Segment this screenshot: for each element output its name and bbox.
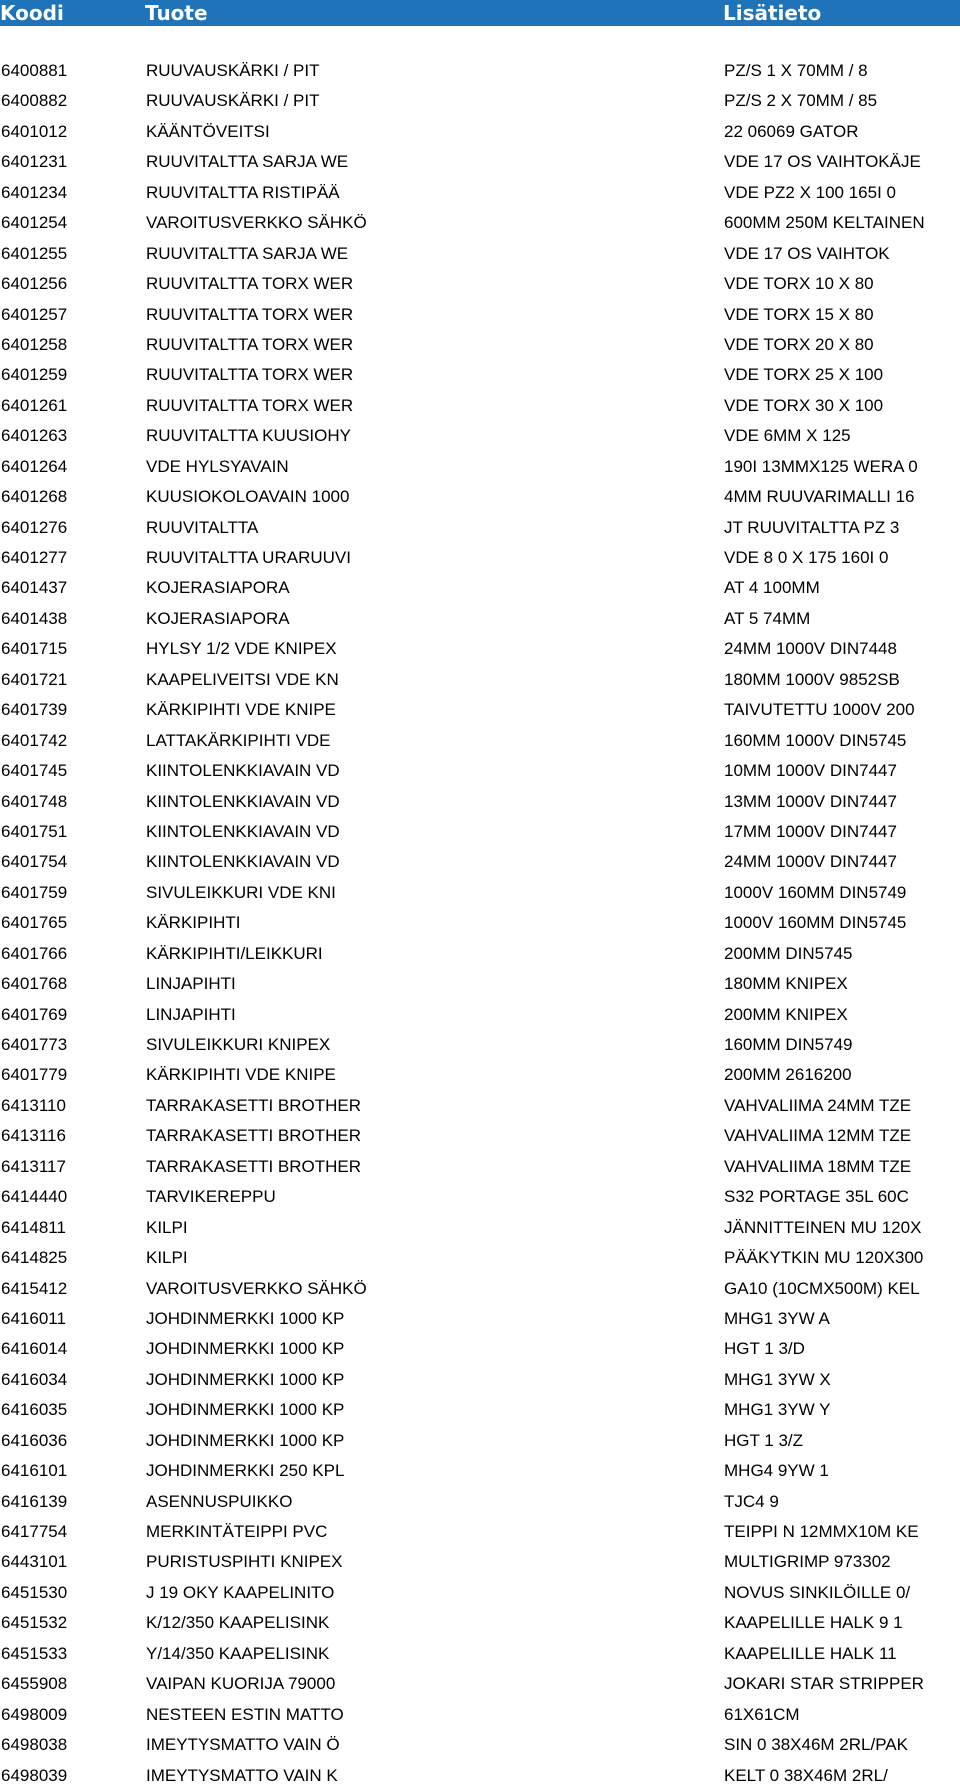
row-code: 6401254: [1, 213, 68, 233]
row-code: 6401769: [1, 1004, 68, 1024]
table-row: [0, 573, 960, 603]
row-info: VDE TORX 15 X 80: [724, 304, 874, 324]
row-code: 6416034: [1, 1369, 68, 1389]
row-code: 6443101: [1, 1552, 68, 1572]
row-info: PÄÄKYTKIN MU 120X300: [724, 1248, 924, 1268]
row-product: IMEYTYSMATTO VAIN K: [146, 1765, 338, 1785]
row-code: 6400882: [1, 91, 68, 111]
row-code: 6401263: [1, 426, 68, 446]
table-row: [0, 391, 960, 421]
row-product: TARRAKASETTI BROTHER: [146, 1156, 362, 1176]
row-code: 6416036: [1, 1430, 68, 1450]
row-code: 6451533: [1, 1643, 68, 1663]
table-row: [0, 56, 960, 86]
row-info: HGT 1 3/Z: [724, 1430, 804, 1450]
row-code: 6401256: [1, 274, 68, 294]
table-row: [0, 1213, 960, 1243]
row-info: HGT 1 3/D: [724, 1339, 805, 1359]
row-info: TEIPPI N 12MMX10M KE: [724, 1522, 919, 1541]
row-info: 17MM 1000V DIN7447: [724, 821, 897, 841]
row-product: JOHDINMERKKI 250 KPL: [146, 1461, 345, 1481]
row-info: 200MM KNIPEX: [724, 1004, 848, 1024]
table-row: [0, 787, 960, 817]
row-code: 6401258: [1, 334, 68, 354]
row-info: VDE TORX 10 X 80: [724, 274, 874, 294]
row-product: KOJERASIAPORA: [146, 608, 290, 628]
row-code: 6413110: [1, 1095, 66, 1115]
row-code: 6413117: [1, 1156, 66, 1176]
row-info: TJC4 9: [724, 1491, 779, 1511]
row-code: 6401277: [1, 548, 68, 567]
table-row: [0, 1274, 960, 1304]
row-info: MHG1 3YW A: [724, 1308, 830, 1328]
row-code: 6401268: [1, 487, 68, 507]
row-code: 6401748: [1, 791, 68, 811]
row-product: SIVULEIKKURI VDE KNI: [146, 882, 336, 902]
row-code: 6451532: [1, 1613, 68, 1633]
row-product: KÄRKIPIHTI: [146, 913, 241, 933]
table-row: [0, 1030, 960, 1060]
table-header: [0, 0, 960, 26]
row-info: VDE 17 OS VAIHTOKÄJE: [724, 152, 921, 172]
row-code: 6414440: [1, 1187, 68, 1207]
table-row: [0, 269, 960, 299]
row-code: 6416011: [1, 1308, 66, 1328]
row-product: KUUSIOKOLOAVAIN 1000: [146, 487, 350, 507]
row-product: KÄÄNTÖVEITSI: [146, 121, 270, 141]
row-info: 160MM 1000V DIN5745: [724, 730, 907, 750]
row-info: VDE TORX 30 X 100: [724, 395, 884, 415]
row-code: 6401765: [1, 913, 68, 933]
row-code: 6401437: [1, 578, 68, 598]
row-product: ASENNUSPUIKKO: [146, 1491, 293, 1511]
row-info: JÄNNITTEINEN MU 120X: [724, 1217, 922, 1237]
row-info: MULTIGRIMP 973302: [724, 1552, 891, 1572]
column-header-product: Tuote: [145, 1, 208, 25]
row-info: MHG1 3YW Y: [724, 1400, 831, 1420]
row-code: 6401766: [1, 943, 68, 963]
row-info: PZ/S 2 X 70MM / 85: [724, 91, 878, 111]
row-product: RUUVITALTTA TORX WER: [146, 274, 354, 294]
table-row: [0, 330, 960, 360]
row-product: RUUVITALTTA SARJA WE: [146, 243, 349, 263]
row-info: VDE 17 OS VAIHTOK: [724, 243, 890, 263]
row-product: JOHDINMERKKI 1000 KP: [146, 1369, 345, 1389]
table-row: [0, 1060, 960, 1090]
row-product: VAROITUSVERKKO SÄHKÖ: [146, 1278, 367, 1298]
table-row: [0, 604, 960, 634]
row-product: MERKINTÄTEIPPI PVC: [146, 1522, 328, 1541]
row-info: KAAPELILLE HALK 11: [724, 1643, 897, 1663]
row-product: LINJAPIHTI: [146, 974, 236, 994]
table-row: [0, 817, 960, 847]
row-code: 6401751: [1, 821, 68, 841]
row-code: 6401231: [1, 152, 68, 172]
row-code: 6401768: [1, 974, 68, 994]
row-code: 6401715: [1, 639, 68, 659]
table-row: [0, 1182, 960, 1212]
row-product: K/12/350 KAAPELISINK: [146, 1613, 330, 1633]
row-info: AT 5 74MM: [724, 608, 811, 628]
row-product: HYLSY 1/2 VDE KNIPEX: [146, 639, 337, 659]
row-info: TAIVUTETTU 1000V 200: [724, 700, 915, 720]
table-row: [0, 1091, 960, 1121]
row-product: KIINTOLENKKIAVAIN VD: [146, 791, 340, 811]
row-product: KAAPELIVEITSI VDE KN: [146, 669, 339, 689]
row-code: 6416101: [1, 1461, 68, 1481]
row-info: 24MM 1000V DIN7447: [724, 852, 897, 872]
table-row: [0, 1456, 960, 1486]
row-product: VAROITUSVERKKO SÄHKÖ: [146, 213, 367, 233]
row-product: SIVULEIKKURI KNIPEX: [146, 1035, 331, 1054]
row-product: JOHDINMERKKI 1000 KP: [146, 1400, 345, 1420]
row-code: 6416035: [1, 1400, 68, 1420]
table-row: [0, 756, 960, 786]
row-product: KIINTOLENKKIAVAIN VD: [146, 761, 340, 781]
table-row: [0, 1639, 960, 1669]
row-info: PZ/S 1 X 70MM / 8: [724, 61, 868, 80]
row-product: PURISTUSPIHTI KNIPEX: [146, 1552, 343, 1572]
table-row: [0, 726, 960, 756]
row-info: AT 4 100MM: [724, 578, 820, 598]
table-row: [0, 1304, 960, 1334]
row-info: 600MM 250M KELTAINEN: [724, 213, 925, 233]
row-code: 6415412: [1, 1278, 68, 1298]
row-product: VDE HYLSYAVAIN: [146, 456, 289, 476]
row-code: 6416139: [1, 1491, 68, 1511]
table-row: [0, 1578, 960, 1608]
row-product: TARVIKEREPPU: [146, 1187, 276, 1207]
row-code: 6400881: [1, 61, 68, 80]
row-code: 6401259: [1, 365, 68, 385]
row-info: VAHVALIIMA 24MM TZE: [724, 1095, 912, 1115]
row-product: Y/14/350 KAAPELISINK: [146, 1643, 330, 1663]
row-info: 13MM 1000V DIN7447: [724, 791, 897, 811]
row-info: 180MM KNIPEX: [724, 974, 848, 994]
row-code: 6417754: [1, 1522, 68, 1541]
row-product: KÄRKIPIHTI VDE KNIPE: [146, 700, 336, 720]
row-product: RUUVITALTTA TORX WER: [146, 304, 354, 324]
row-product: TARRAKASETTI BROTHER: [146, 1126, 362, 1146]
table-row: [0, 1730, 960, 1760]
row-info: VDE 8 0 X 175 160I 0: [724, 548, 889, 567]
row-code: 6401745: [1, 761, 68, 781]
row-info: NOVUS SINKILÖILLE 0/: [724, 1582, 911, 1602]
table-row: [0, 969, 960, 999]
row-product: IMEYTYSMATTO VAIN Ö: [146, 1735, 340, 1755]
row-product: RUUVITALTTA URARUUVI: [146, 548, 351, 567]
table-row: [0, 1121, 960, 1151]
row-product: J 19 OKY KAAPELINITO: [146, 1582, 335, 1602]
row-info: VAHVALIIMA 12MM TZE: [724, 1126, 912, 1146]
row-info: 200MM 2616200: [724, 1065, 852, 1085]
row-code: 6498009: [1, 1704, 68, 1724]
row-info: VDE TORX 25 X 100: [724, 365, 884, 385]
row-code: 6401257: [1, 304, 68, 324]
table-row: [0, 86, 960, 116]
row-info: 180MM 1000V 9852SB: [724, 669, 900, 689]
row-info: 61X61CM: [724, 1704, 800, 1724]
row-code: 6401759: [1, 882, 68, 902]
table-row: [0, 452, 960, 482]
table-row: [0, 847, 960, 877]
table-row: [0, 1365, 960, 1395]
row-code: 6401264: [1, 456, 68, 476]
table-row: [0, 1000, 960, 1030]
row-product: RUUVITALTTA RISTIPÄÄ: [146, 182, 340, 202]
row-code: 6401773: [1, 1035, 68, 1054]
table-row: [0, 695, 960, 725]
row-info: VDE PZ2 X 100 165I 0: [724, 182, 896, 202]
table-row: [0, 513, 960, 543]
row-product: JOHDINMERKKI 1000 KP: [146, 1430, 345, 1450]
row-info: 160MM DIN5749: [724, 1035, 853, 1054]
row-code: 6498039: [1, 1765, 68, 1785]
row-product: RUUVAUSKÄRKI / PIT: [146, 91, 320, 111]
row-code: 6401721: [1, 669, 68, 689]
row-info: 190I 13MMX125 WERA 0: [724, 456, 918, 476]
table-row: [0, 1426, 960, 1456]
table-row: [0, 939, 960, 969]
table-row: [0, 421, 960, 451]
row-code: 6401742: [1, 730, 68, 750]
row-code: 6416014: [1, 1339, 68, 1359]
row-code: 6401779: [1, 1065, 68, 1085]
table-row: [0, 360, 960, 390]
row-code: 6451530: [1, 1582, 68, 1602]
table-row: [0, 1395, 960, 1425]
table-row: [0, 1700, 960, 1730]
column-header-info: Lisätieto: [723, 1, 822, 25]
row-product: TARRAKASETTI BROTHER: [146, 1095, 362, 1115]
row-code: 6455908: [1, 1674, 68, 1694]
table-row: [0, 1761, 960, 1791]
row-code: 6401255: [1, 243, 68, 263]
row-code: 6498038: [1, 1735, 68, 1755]
row-product: NESTEEN ESTIN MATTO: [146, 1704, 344, 1724]
row-product: LATTAKÄRKIPIHTI VDE: [146, 730, 331, 750]
row-code: 6401739: [1, 700, 68, 720]
table-row: [0, 1608, 960, 1638]
row-product: RUUVITALTTA TORX WER: [146, 365, 354, 385]
row-info: KELT 0 38X46M 2RL/: [724, 1765, 888, 1785]
table-row: [0, 1669, 960, 1699]
row-info: JOKARI STAR STRIPPER: [724, 1674, 924, 1694]
table-row: [0, 665, 960, 695]
row-info: 200MM DIN5745: [724, 943, 853, 963]
row-info: MHG4 9YW 1: [724, 1461, 829, 1481]
row-product: RUUVITALTTA: [146, 517, 259, 537]
row-product: JOHDINMERKKI 1000 KP: [146, 1339, 345, 1359]
table-row: [0, 117, 960, 147]
table-row: [0, 543, 960, 573]
table-row: [0, 634, 960, 664]
table-row: [0, 239, 960, 269]
row-code: 6401438: [1, 608, 68, 628]
row-product: RUUVITALTTA TORX WER: [146, 395, 354, 415]
row-info: MHG1 3YW X: [724, 1369, 831, 1389]
table-row: [0, 147, 960, 177]
row-product: RUUVITALTTA KUUSIOHY: [146, 426, 351, 446]
row-product: KILPI: [146, 1248, 188, 1268]
row-product: RUUVITALTTA SARJA WE: [146, 152, 349, 172]
column-header-code: Koodi: [0, 1, 64, 25]
row-code: 6401754: [1, 852, 68, 872]
row-product: KÄRKIPIHTI VDE KNIPE: [146, 1065, 336, 1085]
row-info: JT RUUVITALTTA PZ 3: [724, 517, 900, 537]
row-code: 6401012: [1, 121, 68, 141]
row-code: 6414811: [1, 1217, 66, 1237]
product-table-body: [0, 56, 960, 1791]
row-info: 24MM 1000V DIN7448: [724, 639, 897, 659]
row-info: VAHVALIIMA 18MM TZE: [724, 1156, 912, 1176]
row-info: 22 06069 GATOR: [724, 121, 859, 141]
row-code: 6413116: [1, 1126, 66, 1146]
row-info: 4MM RUUVARIMALLI 16: [724, 487, 915, 507]
table-row: [0, 1334, 960, 1364]
table-row: [0, 482, 960, 512]
row-info: SIN 0 38X46M 2RL/PAK: [724, 1735, 908, 1755]
table-row: [0, 1487, 960, 1517]
row-info: 1000V 160MM DIN5749: [724, 882, 907, 902]
row-product: JOHDINMERKKI 1000 KP: [146, 1308, 345, 1328]
row-info: GA10 (10CMX500M) KEL: [724, 1278, 920, 1298]
row-info: VDE 6MM X 125: [724, 426, 851, 446]
table-row: [0, 878, 960, 908]
row-code: 6401261: [1, 395, 68, 415]
row-code: 6401234: [1, 182, 68, 202]
table-row: [0, 1152, 960, 1182]
row-product: KOJERASIAPORA: [146, 578, 290, 598]
row-info: 1000V 160MM DIN5745: [724, 913, 907, 933]
table-row: [0, 178, 960, 208]
row-product: RUUVAUSKÄRKI / PIT: [146, 61, 320, 80]
row-code: 6414825: [1, 1248, 68, 1268]
row-product: KIINTOLENKKIAVAIN VD: [146, 852, 340, 872]
row-code: 6401276: [1, 517, 68, 537]
table-row: [0, 300, 960, 330]
row-info: KAAPELILLE HALK 9 1: [724, 1613, 903, 1633]
table-row: [0, 1517, 960, 1547]
row-info: 10MM 1000V DIN7447: [724, 761, 897, 781]
row-info: S32 PORTAGE 35L 60C: [724, 1187, 909, 1207]
row-info: VDE TORX 20 X 80: [724, 334, 874, 354]
row-product: KILPI: [146, 1217, 188, 1237]
row-product: RUUVITALTTA TORX WER: [146, 334, 354, 354]
row-product: VAIPAN KUORIJA 79000: [146, 1674, 336, 1694]
table-row: [0, 208, 960, 238]
row-product: LINJAPIHTI: [146, 1004, 236, 1024]
table-row: [0, 1547, 960, 1577]
table-row: [0, 908, 960, 938]
row-product: KÄRKIPIHTI/LEIKKURI: [146, 943, 323, 963]
row-product: KIINTOLENKKIAVAIN VD: [146, 821, 340, 841]
table-row: [0, 1243, 960, 1273]
